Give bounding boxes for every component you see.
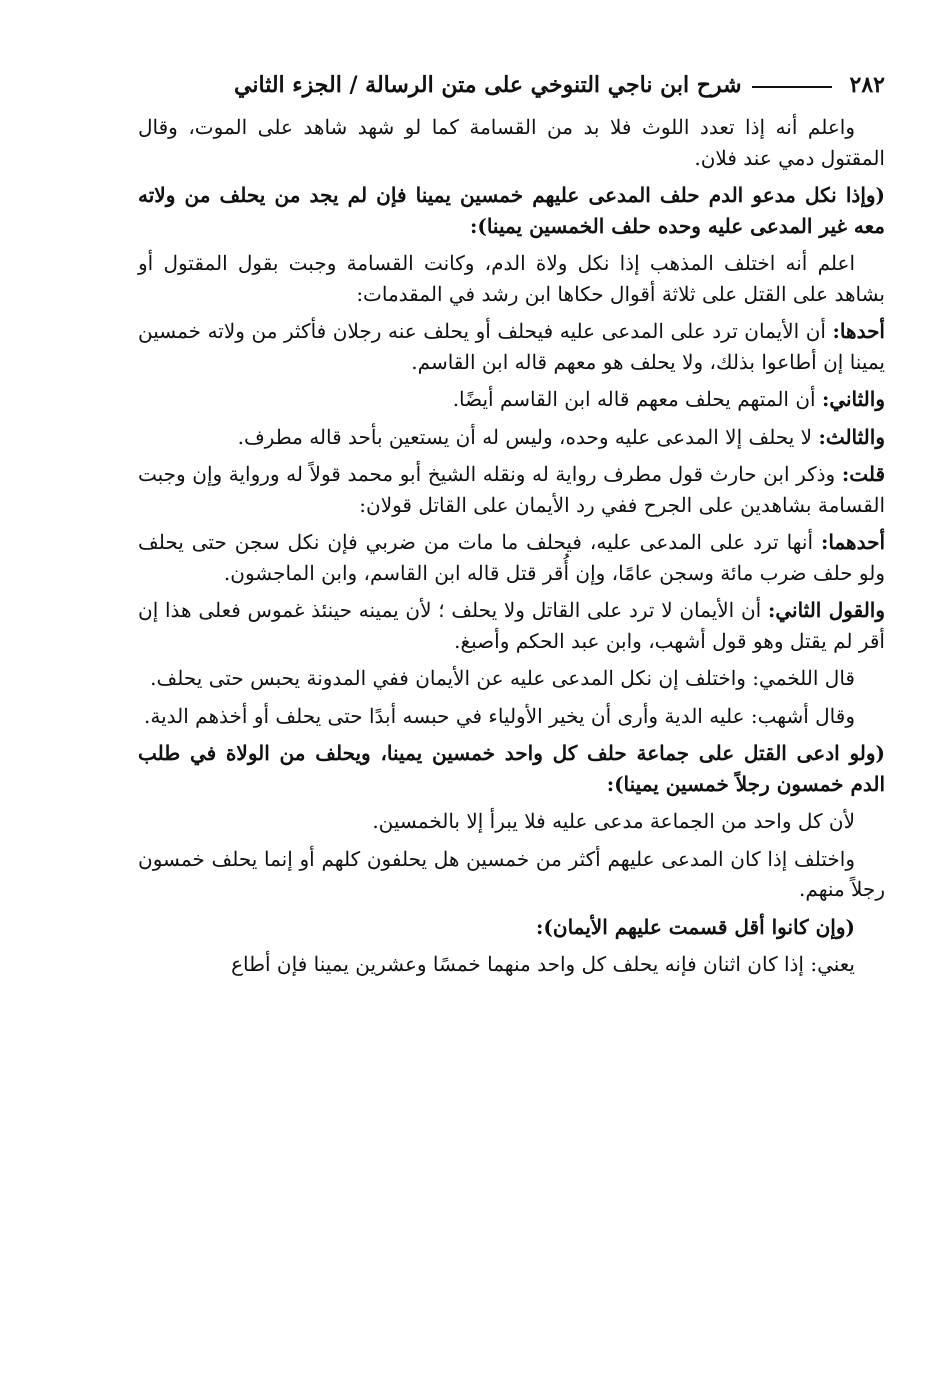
- commentary-paragraph: [138, 806, 885, 837]
- paragraph-gap: [138, 173, 885, 180]
- paragraph-text: قال اللخمي: واختلف إن نكل المدعى عليه عن الأيمان ففي المدونة يحبس حتى يحلف.: [150, 666, 855, 690]
- matn-quote-paragraph: [138, 738, 885, 799]
- paragraph-gap: [138, 799, 885, 806]
- opinion-paragraph: [138, 459, 885, 520]
- paragraph-text: اعلم أنه اختلف المذهب إذا نكل ولاة الدم، وكانت القسامة وجبت بقول المقتول أو بشاهد على القتل على ثلاثة أقوال حكاها ابن رشد في المقدمات:: [138, 251, 885, 306]
- paragraph-lead-word: والقول الثاني:: [767, 598, 885, 622]
- paragraph-lead-word: والثاني:: [821, 387, 885, 411]
- matn-quote-paragraph: [138, 912, 885, 943]
- opinion-paragraph: [138, 422, 885, 453]
- paragraph-gap: [138, 415, 885, 422]
- commentary-paragraph: [138, 701, 885, 732]
- paragraph-text: أن الأيمان ترد على المدعى عليه فيحلف أو يحلف عنه رجلان فأكثر من ولاته خمسين يمينا إن أطاعوا بذلك، ولا يحلف هو معهم قاله ابن القاسم.: [138, 319, 885, 374]
- paragraph-text: (وإن كانوا أقل قسمت عليهم الأيمان):: [536, 914, 855, 939]
- paragraph-gap: [138, 731, 885, 738]
- paragraph-lead-word: قلت:: [841, 462, 886, 486]
- paragraph-lead-word: والثالث:: [818, 424, 885, 449]
- opinion-paragraph: [138, 316, 885, 377]
- paragraph-text: أن الأيمان لا ترد على القاتل ولا يحلف ؛ لأن يمينه حينئذ غموس فعلى هذا إن أقر لم يقتل وهو قول أشهب، وابن عبد الحكم وأصبغ.: [138, 598, 885, 653]
- paragraph-gap: [138, 942, 885, 949]
- paragraph-text: لا يحلف إلا المدعى عليه وحده، وليس له أن يستعين بأحد قاله مطرف.: [237, 424, 813, 449]
- opinion-paragraph: [138, 384, 885, 415]
- commentary-paragraph: [138, 112, 885, 173]
- paragraph-lead-word: أحدهما:: [821, 530, 886, 554]
- matn-quote-paragraph: [138, 180, 885, 241]
- running-header: [138, 62, 885, 108]
- running-title: شرح ابن ناجي التنوخي على متن الرسالة / الجزء الثاني: [234, 72, 742, 98]
- commentary-paragraph: [138, 949, 885, 980]
- paragraph-text: وذكر ابن حارث قول مطرف رواية له ونقله الشيخ أبو محمد قولاً له ورواية وإن وجبت القسامة بشاهدين على الجرح ففي رد الأيمان على القاتل قولان:: [138, 462, 885, 517]
- paragraph-text: أن المتهم يحلف معهم قاله ابن القاسم أيضًا.: [452, 387, 816, 411]
- paragraph-text: يعني: إذا كان اثنان فإنه يحلف كل واحد منهما خمسًا وعشرين يمينا فإن أطاع: [231, 952, 855, 976]
- paragraph-gap: [138, 588, 885, 595]
- paragraph-text: وقال أشهب: عليه الدية وأرى أن يخير الأولياء في حبسه أبدًا حتى يحلف أو أخذهم الدية.: [144, 703, 855, 728]
- paragraph-text: واختلف إذا كان المدعى عليهم أكثر من خمسين هل يحلفون كلهم أو إنما يحلف خمسون رجلاً منهم.: [138, 846, 885, 901]
- paragraph-gap: [138, 452, 885, 459]
- paragraph-gap: [138, 241, 885, 248]
- page-number: ٢٨٢: [849, 72, 885, 98]
- paragraph-text: (ولو ادعى القتل على جماعة حلف كل واحد خمسين يمينا، ويحلف من الولاة في طلب الدم خمسون رجلاً خمسين يمينا):: [138, 741, 885, 796]
- paragraph-text: أنها ترد على المدعى عليه، فيحلف ما مات من ضربي فإن نكل سجن حتى يحلف ولو حلف ضرب مائة وسجن عامًا، وإن أُقر قتل قاله ابن القاسم، وابن الماجشون.: [138, 530, 885, 585]
- commentary-paragraph: [138, 663, 885, 694]
- paragraph-gap: [138, 694, 885, 701]
- paragraph-text: لأن كل واحد من الجماعة مدعى عليه فلا يبرأ إلا بالخمسين.: [372, 809, 855, 833]
- paragraph-lead-word: أحدها:: [832, 319, 885, 343]
- paragraph-gap: [138, 377, 885, 384]
- paragraph-text: (وإذا نكل مدعو الدم حلف المدعى عليهم خمسين يمينا فإن لم يجد من يحلف من ولاته معه غير المدعى عليه وحده حلف الخمسين يمينا):: [138, 183, 885, 238]
- commentary-paragraph: [138, 248, 885, 309]
- paragraph-gap: [138, 905, 885, 912]
- header-rule: [752, 86, 832, 88]
- paragraph-gap: [138, 656, 885, 663]
- page-body: [138, 112, 885, 980]
- document-page: [138, 62, 885, 980]
- opinion-paragraph: [138, 595, 885, 656]
- paragraph-text: واعلم أنه إذا تعدد اللوث فلا بد من القسامة كما لو شهد شاهد على الموت، وقال المقتول دمي عند فلان.: [138, 115, 885, 170]
- paragraph-gap: [138, 837, 885, 844]
- commentary-paragraph: [138, 844, 885, 905]
- opinion-paragraph: [138, 527, 885, 588]
- paragraph-gap: [138, 520, 885, 527]
- paragraph-gap: [138, 309, 885, 316]
